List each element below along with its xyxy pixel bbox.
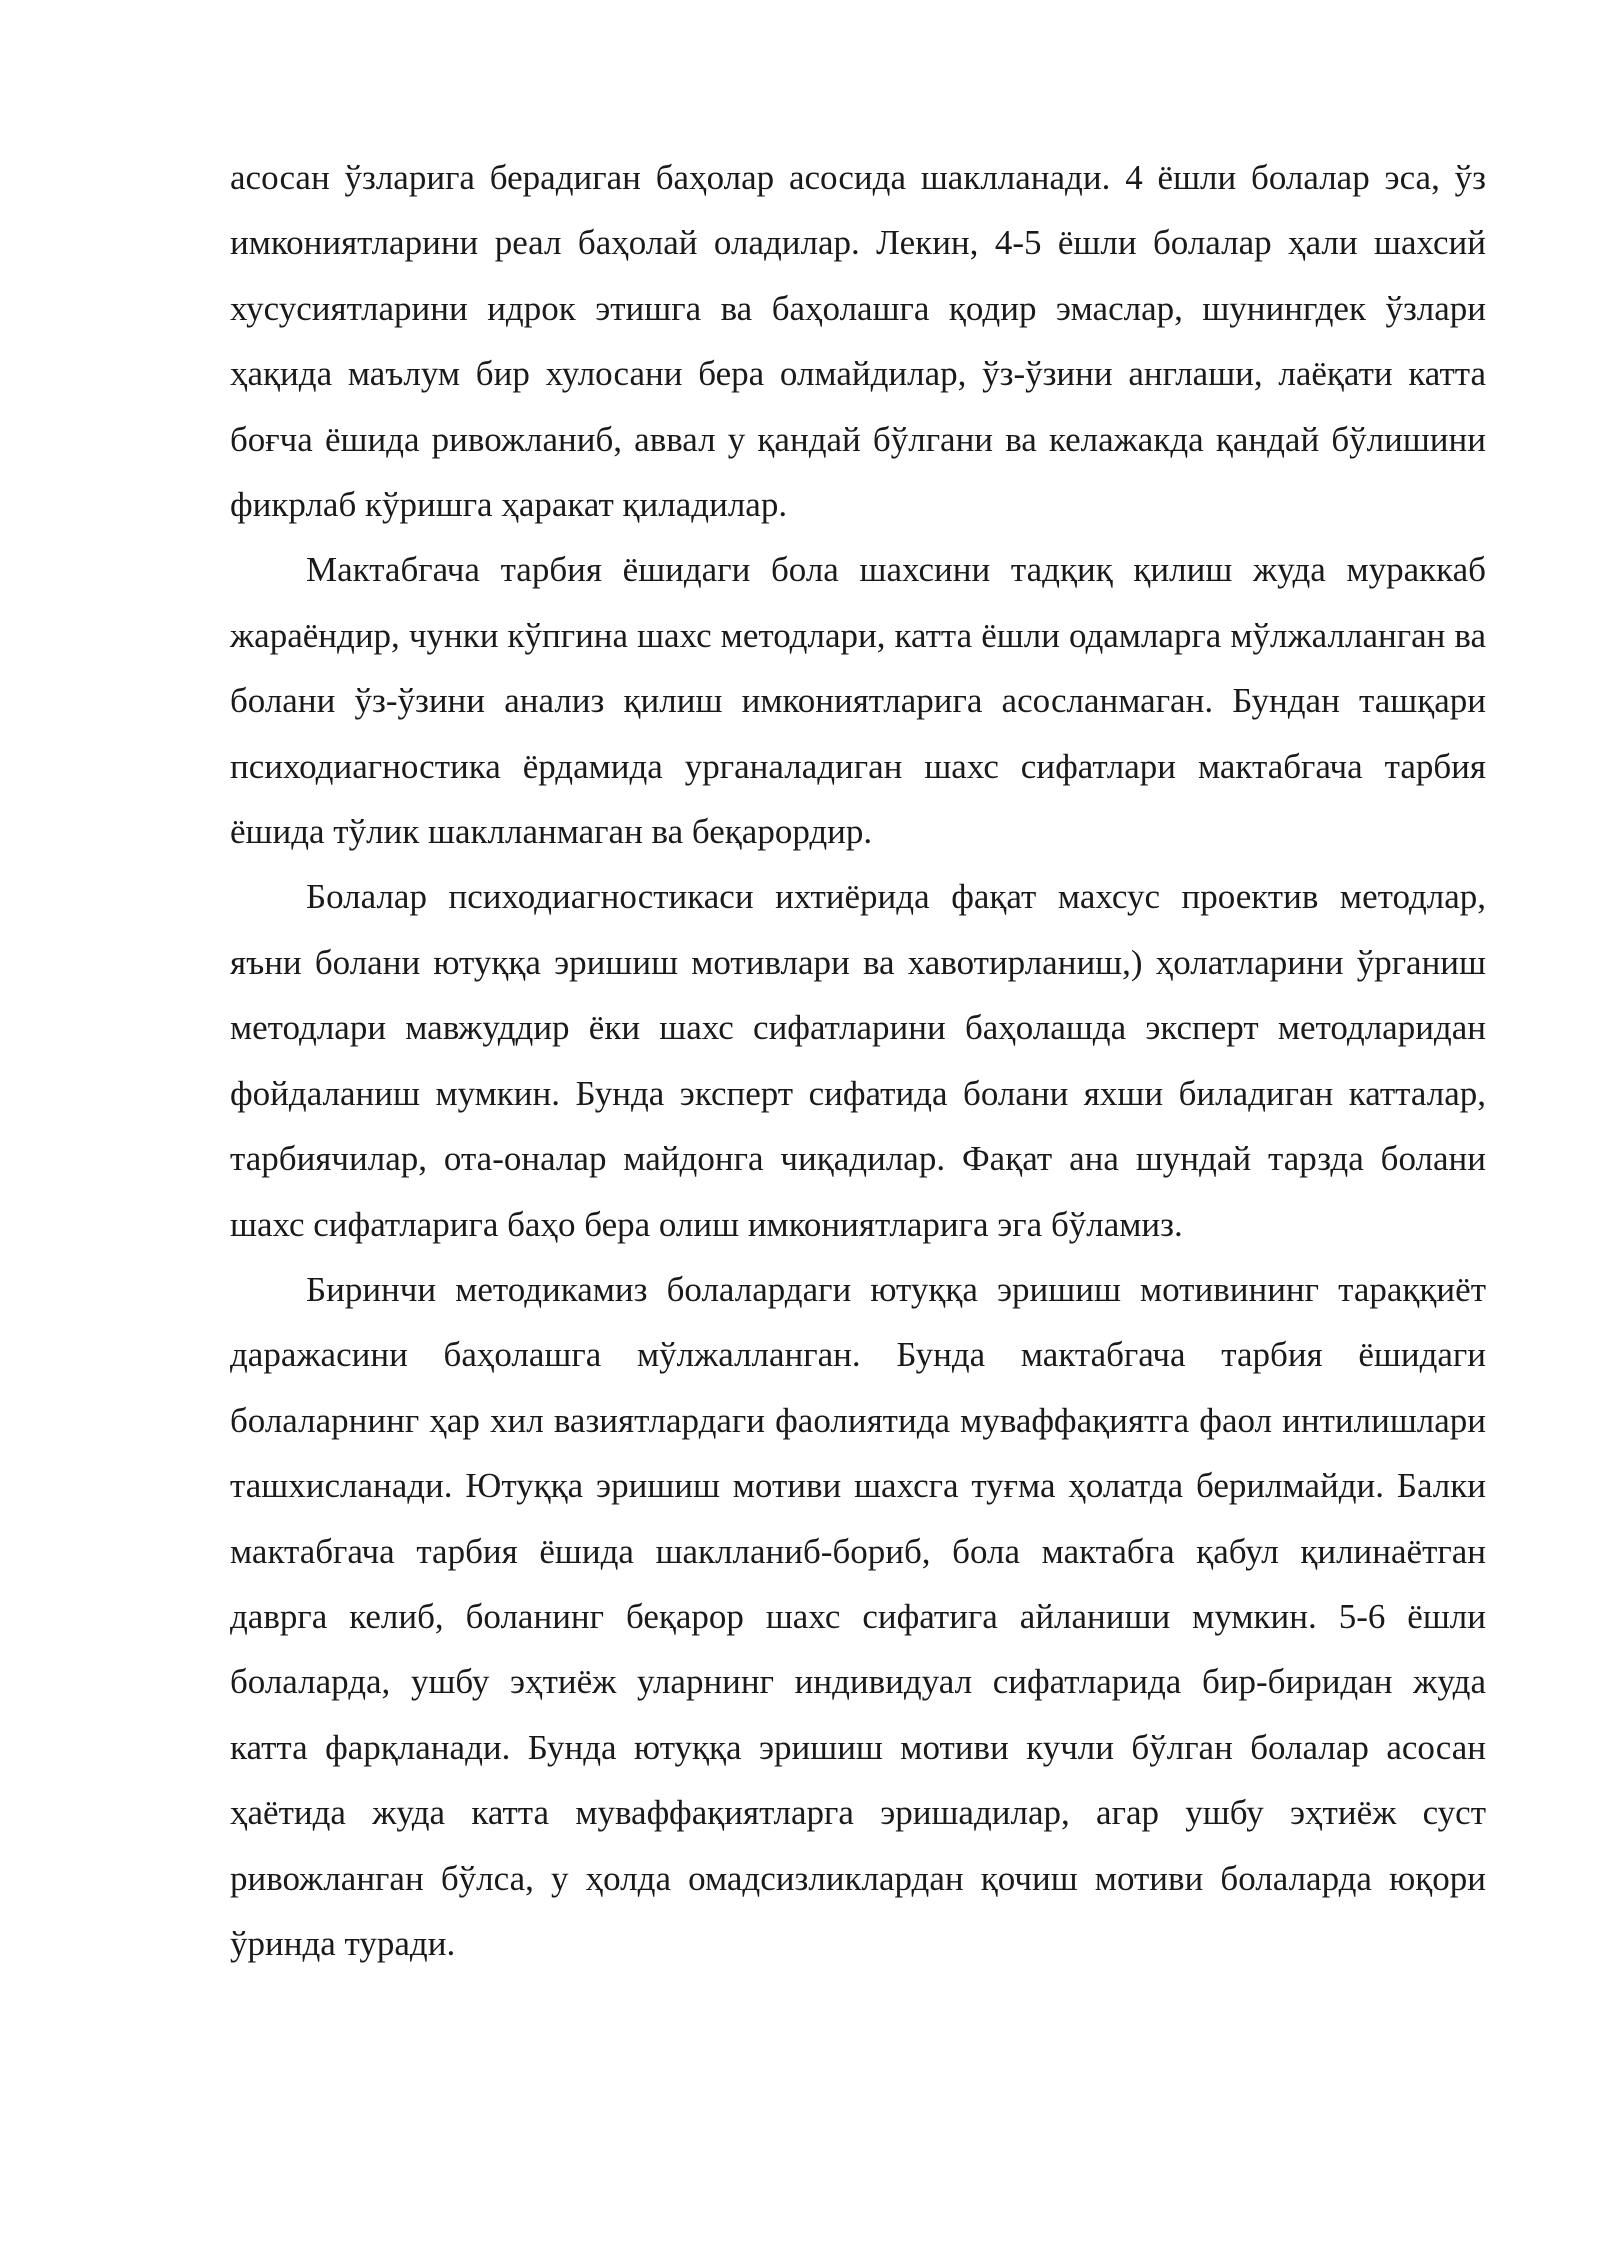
paragraph-4: Биринчи методикамиз болалардаги ютуққа эришиш мотивининг тараққиёт даражасини баҳолашга мўлжалланган. Бунда мактабгача тарбия ёшидаги болаларнинг ҳар хил вазиятлардаги фаолиятида муваффақиятга фаол интилишлари ташхисланади. Ютуққа эришиш мотиви шахсга туғма ҳолатда берилмайди. Балки мактабгача тарбия ёшида шаклланиб-бориб, бола мактабга қабул қилинаётган даврга келиб, боланинг беқарор шахс сифатига айланиши мумкин. 5-6 ёшли болаларда, ушбу эҳтиёж уларнинг индивидуал сифатларида бир-биридан жуда катта фарқланади. Бунда ютуққа эришиш мотиви кучли бўлган болалар асосан ҳаётида жуда катта муваффақиятларга эришадилар, агар ушбу эҳтиёж суст ривожланган бўлса, у ҳолда омадсизликлардан қочиш мотиви болаларда юқори ўринда туради. (230, 1269, 1486, 1963)
body-text (230, 145, 1486, 1976)
paragraph-2: Мактабгача тарбия ёшидаги бола шахсини тадқиқ қилиш жуда мураккаб жараёндир, чунки кўпгина шахс методлари, катта ёшли одамларга мўлжалланган ва болани ўз-ўзини анализ қилиш имкониятларига асосланмаган. Бундан ташқари психодиагностика ёрдамида урганаладиган шахс сифатлари мактабгача тарбия ёшида тўлик шаклланмаган ва беқарордир. (230, 550, 1486, 852)
paragraph-1: асосан ўзларига берадиган баҳолар асосида шаклланади. 4 ёшли болалар эса, ўз имкониятларини реал баҳолай оладилар. Лекин, 4-5 ёшли болалар ҳали шахсий хусусиятларини идрок этишга ва баҳолашга қодир эмаслар, шунингдек ўзлари ҳақида маълум бир хулосани бера олмайдилар, ўз-ўзини англаши, лаёқати катта боғча ёшида ривожланиб, аввал у қандай бўлгани ва келажакда қандай бўлишини фикрлаб кўришга ҳаракат қиладилар. (230, 158, 1486, 525)
paragraph-3: Болалар психодиагностикаси ихтиёрида фақат махсус проектив методлар, яъни болани ютуққа эришиш мотивлари ва хавотирланиш,) ҳолатларини ўрганиш методлари мавжуддир ёки шахс сифатларини баҳолашда эксперт методларидан фойдаланиш мумкин. Бунда эксперт сифатида болани яхши биладиган катталар, тарбиячилар, ота-оналар майдонга чиқадилар. Фақат ана шундай тарзда болани шахс сифатларига баҳо бера олиш имкониятларига эга бўламиз. (230, 877, 1486, 1244)
